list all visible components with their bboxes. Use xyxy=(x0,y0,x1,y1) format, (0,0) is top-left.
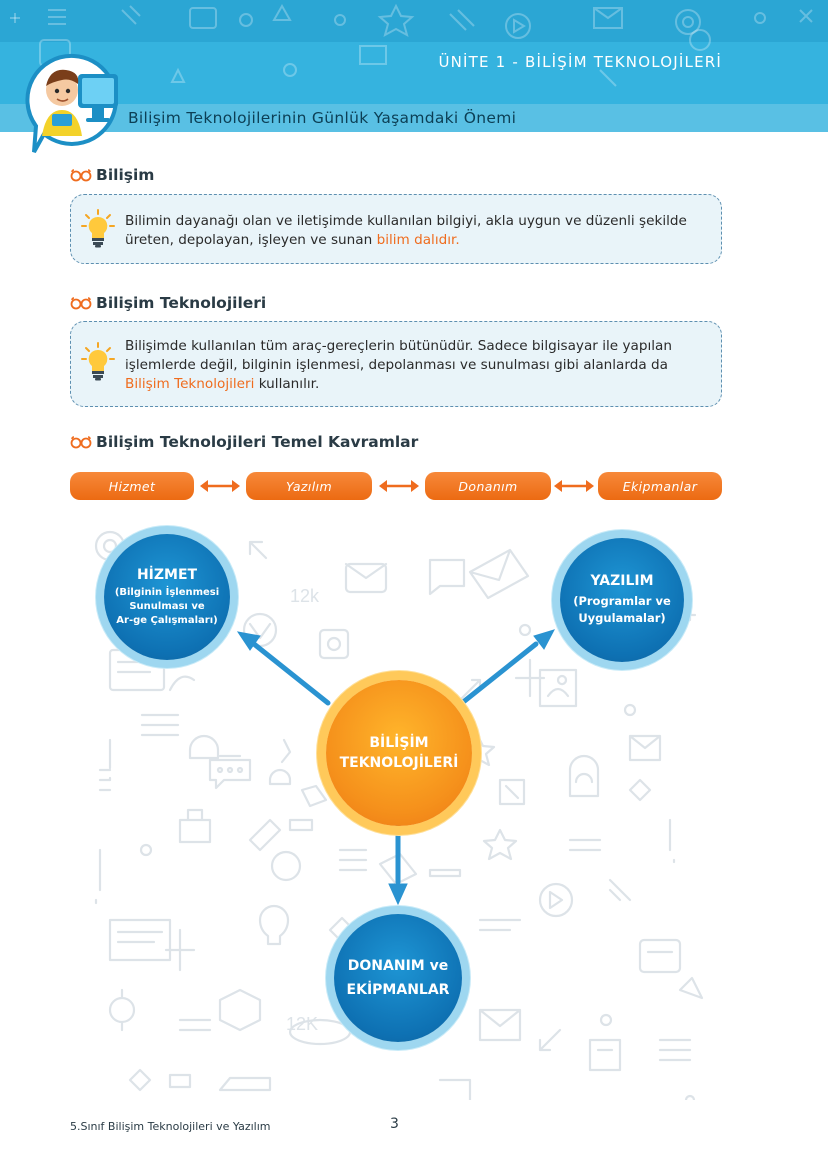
donanim-line-2: EKİPMANLAR xyxy=(346,982,450,998)
footer-book-title: 5.Sınıf Bilişim Teknolojileri ve Yazılım xyxy=(70,1120,271,1133)
pill-donanim: Donanım xyxy=(425,472,551,500)
bg-label-12k: 12k xyxy=(290,586,320,606)
glasses-icon xyxy=(70,296,92,310)
arrow-to-yazilim xyxy=(462,644,536,703)
hizmet-line-1: (Bilginin İşlenmesi xyxy=(114,586,220,598)
bg-label-12K: 12K xyxy=(286,1014,319,1034)
unit-title: ÜNİTE 1 - BİLİŞİM TEKNOLOJİLERİ xyxy=(438,53,722,71)
page-number: 3 xyxy=(390,1116,399,1132)
donanim-circle xyxy=(334,914,462,1042)
double-arrow-icon xyxy=(553,479,595,493)
pill-hizmet: Hizmet xyxy=(70,472,194,500)
section-heading-temel-kavramlar xyxy=(70,433,418,451)
donanim-line-1: DONANIM ve xyxy=(347,958,449,974)
hizmet-title: HİZMET xyxy=(136,566,198,583)
lightbulb-icon xyxy=(81,342,115,382)
pill-ekipmanlar: Ekipmanlar xyxy=(598,472,722,500)
section-title: Bilişim Teknolojileri xyxy=(96,294,267,312)
definition-text-after: kullanılır. xyxy=(254,376,320,392)
center-line-1: BİLİŞİM xyxy=(369,735,429,751)
concept-diagram xyxy=(70,520,722,1100)
hizmet-line-3: Ar-ge Çalışmaları) xyxy=(116,614,218,626)
arrow-to-hizmet xyxy=(254,644,328,703)
section-heading-bilisim xyxy=(70,166,154,184)
definition-box-bilisim-teknolojileri xyxy=(70,321,722,407)
section-heading-bilisim-teknolojileri xyxy=(70,294,266,312)
definition-text: Bilimin dayanağı olan ve iletişimde kullanılan bilgiyi, akla uygun ve düzenli şekilde üreten, depolayan, işleyen ve sunan xyxy=(125,213,687,248)
yazilim-title: YAZILIM xyxy=(590,573,654,589)
definition-highlight: Bilişim Teknolojileri xyxy=(125,376,255,392)
hizmet-line-2: Sunulması ve xyxy=(129,600,205,612)
definition-highlight: bilim dalıdır. xyxy=(376,232,460,248)
hizmet-circle xyxy=(104,534,230,660)
glasses-icon xyxy=(70,168,92,182)
definition-text: Bilişimde kullanılan tüm araç-gereçlerin bütünüdür. Sadece bilgisayar ile yapılan işlemlerde değil, bilginin işlenmesi, depolanması ve sunulması gibi alanlarda da xyxy=(125,338,672,373)
double-arrow-icon xyxy=(378,479,420,493)
pill-yazilim: Yazılım xyxy=(246,472,372,500)
double-arrow-icon xyxy=(199,479,241,493)
definition-text-bilisim xyxy=(125,212,705,250)
page-subtitle: Bilişim Teknolojilerinin Günlük Yaşamdaki Önemi xyxy=(128,109,517,127)
section-title: Bilişim Teknolojileri Temel Kavramlar xyxy=(96,433,419,451)
definition-text-bilisim-teknolojileri xyxy=(125,337,705,394)
arrowhead-donanim xyxy=(389,884,407,904)
yazilim-line-2: Uygulamalar) xyxy=(578,611,666,625)
section-title: Bilişim xyxy=(96,166,155,184)
glasses-icon xyxy=(70,435,92,449)
mascot-icon xyxy=(22,50,126,154)
yazilim-line-1: (Programlar ve xyxy=(573,594,671,608)
lightbulb-icon xyxy=(81,209,115,249)
center-line-2: TEKNOLOJİLERİ xyxy=(339,755,459,771)
center-circle-bilisim-teknolojileri xyxy=(326,680,472,826)
definition-box-bilisim xyxy=(70,194,722,264)
yazilim-circle xyxy=(560,538,684,662)
